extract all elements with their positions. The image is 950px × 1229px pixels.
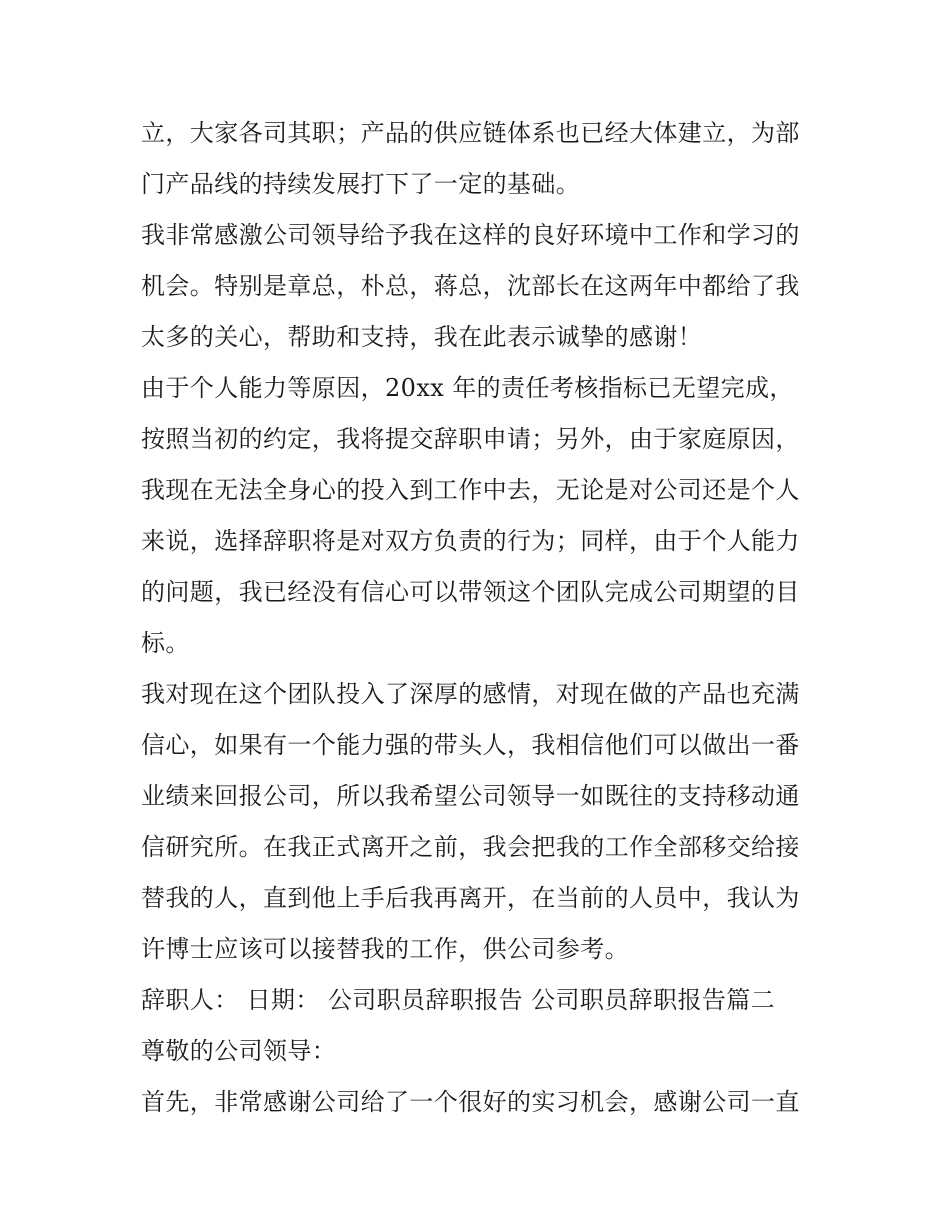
text-line: 的问题，我已经没有信心可以带领这个团队完成公司期望的目 [141,578,800,606]
text-line: 由于个人能力等原因，20xx 年的责任考核指标已无望完成， [141,374,794,402]
text-line: 机会。特别是章总，朴总，蒋总，沈部长在这两年中都给了我 [141,272,800,300]
text-line: 辞职人： 日期： 公司职员辞职报告 公司职员辞职报告篇二 [141,986,776,1014]
text-line: 首先，非常感谢公司给了一个很好的实习机会，感谢公司一直 [141,1088,800,1116]
text-line: 信研究所。在我正式离开之前，我会把我的工作全部移交给接 [141,833,800,861]
text-line: 尊敬的公司领导： [141,1037,337,1065]
text-line: 信心，如果有一个能力强的带头人，我相信他们可以做出一番 [141,731,800,759]
text-line: 我现在无法全身心的投入到工作中去，无论是对公司还是个人 [141,476,800,504]
text-line: 来说，选择辞职将是对双方负责的行为；同样，由于个人能力 [141,527,800,555]
text-line: 我对现在这个团队投入了深厚的感情，对现在做的产品也充满 [141,680,800,708]
text-line: 太多的关心，帮助和支持，我在此表示诚挚的感谢！ [141,323,703,351]
text-line: 门产品线的持续发展打下了一定的基础。 [141,170,581,198]
document-body [141,108,821,1128]
text-line: 许博士应该可以接替我的工作，供公司参考。 [141,935,629,963]
text-line: 立，大家各司其职；产品的供应链体系也已经大体建立，为部 [141,119,800,147]
text-line: 我非常感激公司领导给予我在这样的良好环境中工作和学习的 [141,221,800,249]
text-line: 按照当初的约定，我将提交辞职申请；另外，由于家庭原因， [141,425,800,453]
text-line: 标。 [141,629,190,657]
text-line: 替我的人，直到他上手后我再离开，在当前的人员中，我认为 [141,884,800,912]
text-line: 业绩来回报公司，所以我希望公司领导一如既往的支持移动通 [141,782,800,810]
